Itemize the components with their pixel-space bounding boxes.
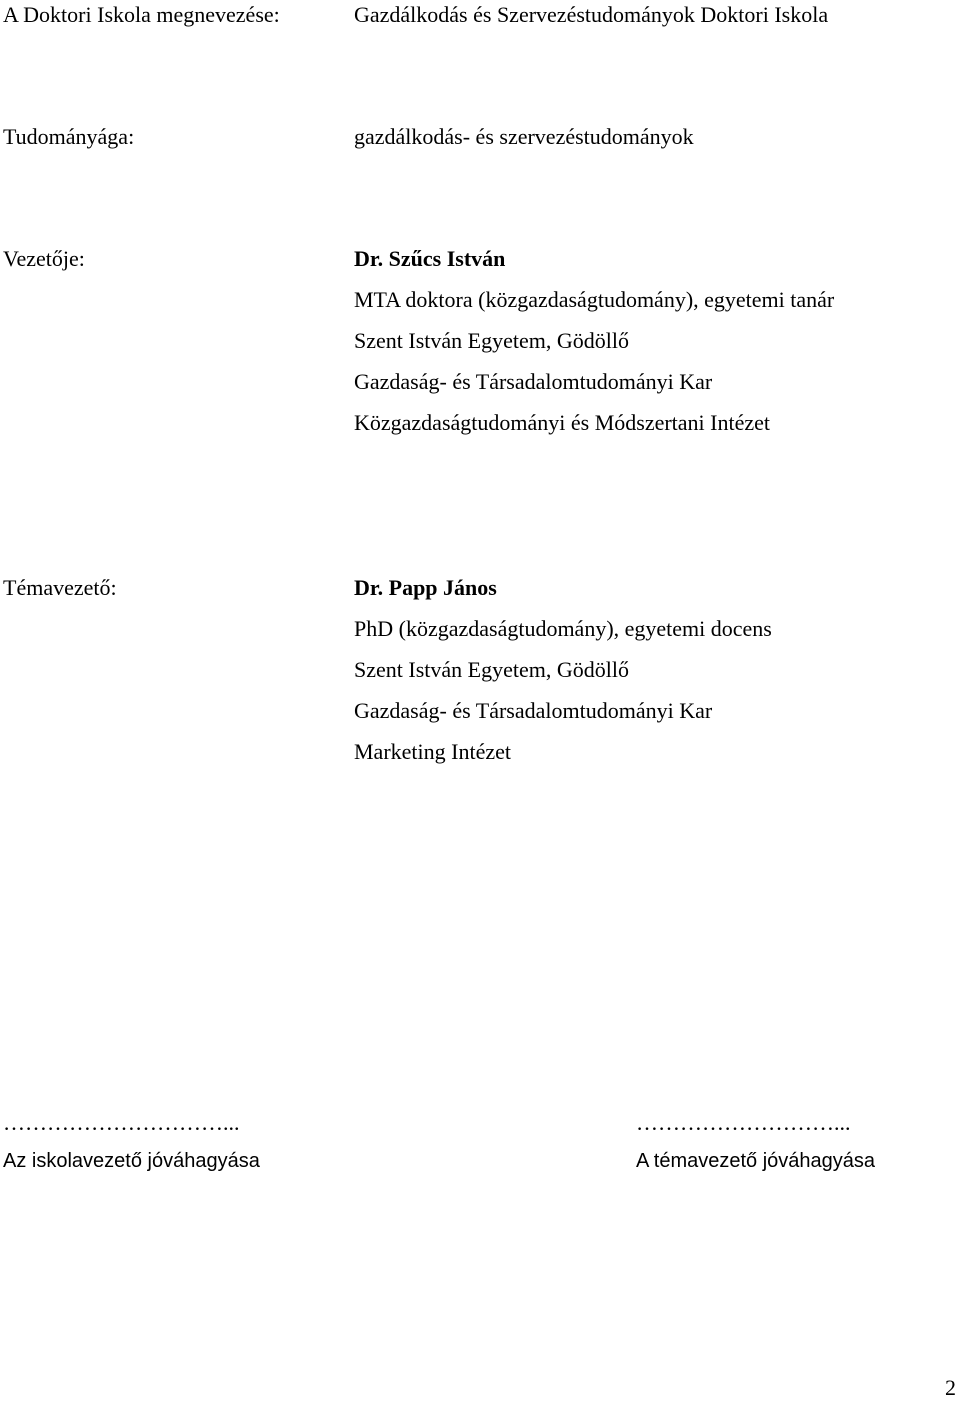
left-signature-dots: …………………………... bbox=[3, 1110, 240, 1135]
right-signature-caption: A témavezető jóváhagyása bbox=[636, 1150, 876, 1172]
supervisor-line: Gazdaság- és Társadalomtudományi Kar bbox=[354, 698, 713, 723]
head-line: Szent István Egyetem, Gödöllő bbox=[354, 328, 629, 353]
supervisor-name: Dr. Papp János bbox=[354, 575, 497, 600]
right-signature-dots: ………………………... bbox=[636, 1110, 851, 1135]
head-line: Gazdaság- és Társadalomtudományi Kar bbox=[354, 369, 713, 394]
supervisor-line: PhD (közgazdaságtudomány), egyetemi docens bbox=[354, 616, 772, 641]
field-label: Tudományága: bbox=[3, 124, 135, 149]
head-line: Közgazdaságtudományi és Módszertani Intézet bbox=[354, 410, 771, 435]
head-name: Dr. Szűcs István bbox=[354, 246, 506, 271]
page-number: 2 bbox=[945, 1375, 956, 1400]
left-signature-caption: Az iskolavezető jóváhagyása bbox=[3, 1150, 260, 1172]
supervisor-line: Szent István Egyetem, Gödöllő bbox=[354, 657, 629, 682]
supervisor-label: Témavezető: bbox=[3, 575, 117, 600]
head-line: MTA doktora (közgazdaságtudomány), egyetemi tanár bbox=[354, 287, 835, 312]
supervisor-line: Marketing Intézet bbox=[354, 739, 511, 764]
school-name-label: A Doktori Iskola megnevezése: bbox=[3, 2, 280, 27]
field-value: gazdálkodás- és szervezéstudományok bbox=[354, 124, 694, 149]
school-name-value: Gazdálkodás és Szervezéstudományok Doktori Iskola bbox=[354, 2, 829, 27]
head-label: Vezetője: bbox=[3, 246, 85, 271]
